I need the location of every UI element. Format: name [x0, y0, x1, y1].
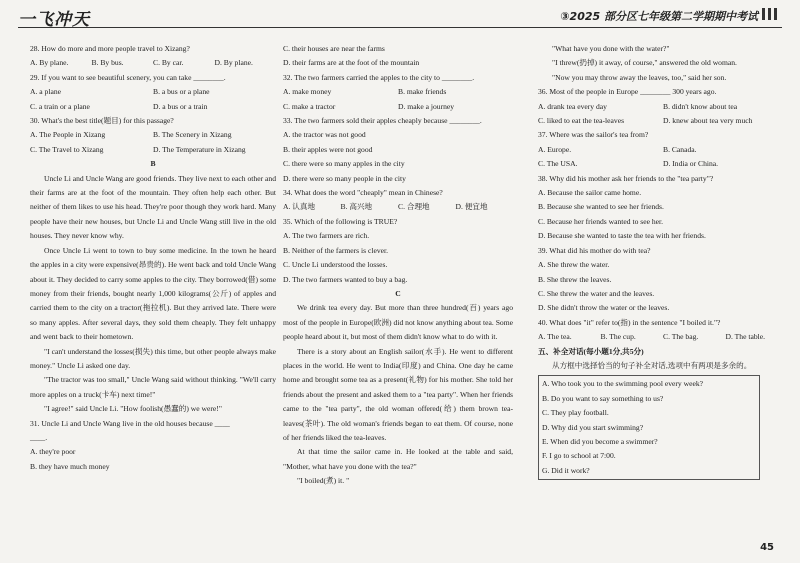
option: D. a bus or a train — [153, 101, 208, 111]
question-33: 33. The two farmers sold their apples cheaply because ________. — [283, 116, 482, 126]
option: C. Uncle Li understood the losses. — [283, 260, 388, 270]
option: C. By car. — [153, 58, 184, 68]
passage-b-para-4: "The tractor was too small," Uncle Wang said without thinking. "We'll carry more apples on a truck(卡车) next time!" — [30, 375, 276, 399]
option: C. their houses are near the farms — [283, 44, 385, 53]
options-40 — [538, 330, 788, 344]
passage-b-para-1: Uncle Li and Uncle Wang are good friends. They live next to each other and their farms are at the foot of the mountain. They often help each other. But neither of them likes to use his head. They're poor though they work hard. Many people have their new houses, but Uncle Li and Uncle Wang still live in the old houses. They never know why. — [30, 173, 276, 241]
column-1 — [30, 42, 276, 474]
dialog-line: "What have you done with the water?" — [552, 44, 670, 53]
option: B. The cup. — [600, 332, 636, 342]
option: B. Neither of the farmers is clever. — [283, 245, 389, 255]
option: B. didn't know about tea — [663, 101, 738, 111]
option: C. The bag. — [663, 332, 699, 342]
option: B. By bus. — [91, 58, 124, 68]
option: C. 合理地 — [398, 202, 430, 212]
question-30: 30. What's the best title(题目) for this passage? — [30, 116, 174, 126]
question-32: 32. The two farmers carried the apples to the city to ________. — [283, 72, 475, 82]
option: D. there were so many people in the city — [283, 173, 406, 183]
options-29a — [30, 85, 276, 99]
option: C. Because her friends wanted to see her. — [538, 216, 664, 226]
passage-c-para-3: At that time the sailor came in. He looked at the table and said, "Mother, what have you done with the tea?" — [283, 447, 513, 471]
option: C. a train or a plane — [30, 101, 90, 111]
question-37: 37. Where was the sailor's tea from? — [538, 130, 649, 140]
options-37b — [538, 157, 788, 171]
option: C. there were so many apples in the city — [283, 159, 405, 169]
question-38: 38. Why did his mother ask her friends to the "tea party"? — [538, 173, 714, 183]
passage-c-para-2: There is a story about an English sailor(水手). He went to different places in the world. He went to India(印度) and China. One day he came home and brought some tea as a present(礼物) for his mother. She told her friends about the present and asked them to a "tea party". When her friends came to the "tea party", the old woman offered(给) them brown tea-leaves(茶叶). The old woman's friends began to eat them. Of course, none of her friends liked the tea-leaves. — [283, 346, 513, 442]
section-b-heading: B — [150, 159, 156, 169]
option: B. 高兴地 — [340, 202, 373, 212]
question-28: 28. How do more and more people travel to Xizang? — [30, 44, 190, 53]
options-29b — [30, 100, 276, 114]
column-3 — [538, 42, 788, 480]
options-30a — [30, 128, 276, 142]
column-2 — [283, 42, 513, 489]
option: B. She threw the leaves. — [538, 274, 612, 284]
option: A. make money — [283, 87, 332, 97]
passage-b-para-5: "I agree!" said Uncle Li. "How foolish(愚蠢的) we were!" — [44, 404, 222, 414]
options-28 — [30, 56, 276, 70]
option: B. they have much money — [30, 461, 110, 471]
question-35: 35. Which of the following is TRUE? — [283, 216, 398, 226]
options-36a — [538, 100, 788, 114]
passage-c-para-4: "I boiled(煮) it. " — [297, 476, 350, 486]
option: B. Canada. — [663, 144, 697, 154]
box-option: F. I go to school at 7:00. — [542, 451, 616, 461]
option: B. Because she wanted to see her friends. — [538, 202, 664, 212]
option: C. She threw the water and the leaves. — [538, 288, 655, 298]
question-31-blank: ____. — [30, 432, 48, 442]
option: C. liked to eat the tea-leaves — [538, 116, 625, 126]
option: D. 便宜地 — [455, 202, 488, 212]
option: A. drank tea every day — [538, 101, 607, 111]
question-39: 39. What did his mother do with tea? — [538, 245, 651, 255]
option: D. The two farmers wanted to buy a bag. — [283, 274, 408, 284]
box-option: E. When did you become a swimmer? — [542, 436, 658, 446]
option: C. make a tractor — [283, 101, 336, 111]
option: A. the tractor was not good — [283, 130, 366, 140]
option: D. India or China. — [663, 159, 719, 169]
option: A. She threw the water. — [538, 260, 610, 270]
box-option: C. They play football. — [542, 408, 609, 418]
section-c-heading: C — [395, 288, 401, 298]
option: D. The table. — [725, 332, 766, 342]
option: D. Because she wanted to taste the tea with her friends. — [538, 231, 706, 241]
option: A. a plane — [30, 87, 61, 97]
option: B. The Scenery in Xizang — [153, 130, 232, 140]
section-5-instructions: 从方框中选择恰当的句子补全对话,选项中有两项是多余的。 — [552, 360, 752, 370]
option: D. knew about tea very much — [663, 116, 753, 126]
header-left-title: 一飞冲天 — [18, 10, 90, 30]
option: A. Europe. — [538, 144, 572, 154]
option: D. She didn't throw the water or the leaves. — [538, 303, 670, 313]
passage-c-para-1: We drink tea every day. But more than three hundred(百) years ago most of the people in Europe(欧洲) did not know anything about tea. Some people heard about it, but most of them didn't know what to do with it. — [283, 303, 513, 342]
box-option: G. Did it work? — [542, 465, 590, 475]
header-right-title: ③2025 部分区七年级第二学期期中考试 — [560, 10, 758, 23]
options-36b — [538, 114, 788, 128]
options-30b — [30, 143, 276, 157]
options-box — [538, 375, 760, 480]
question-31: 31. Uncle Li and Uncle Wang live in the old houses because ____ — [30, 418, 230, 428]
options-32b — [283, 100, 513, 114]
dialog-line: "Now you may throw away the leaves, too," said her son. — [552, 72, 727, 82]
option: D. make a journey — [398, 101, 455, 111]
option: A. Because the sailor came home. — [538, 188, 642, 198]
box-option: A. Who took you to the swimming pool every week? — [542, 379, 703, 389]
box-option: D. Why did you start swimming? — [542, 422, 644, 432]
option: C. The USA. — [538, 159, 578, 169]
header-rule — [18, 27, 782, 28]
header-decoration — [762, 8, 780, 20]
option: A. By plane. — [30, 58, 69, 68]
passage-b-para-3: "I can't understand the losses(损失) this time, but other people always make money." Uncle Li asked one day. — [30, 346, 276, 370]
question-36: 36. Most of the people in Europe ________ 300 years ago. — [538, 87, 717, 97]
option: D. By plane. — [214, 58, 253, 68]
option: A. 认真地 — [283, 202, 316, 212]
options-32a — [283, 85, 513, 99]
question-29: 29. If you want to see beautiful scenery, you can take ________. — [30, 72, 226, 82]
option: A. The two farmers are rich. — [283, 231, 370, 241]
option: B. a bus or a plane — [153, 87, 210, 97]
section-5-heading: 五、补全对话(每小题1分,共5分) — [538, 346, 644, 356]
options-37a — [538, 143, 788, 157]
option: A. The People in Xizang — [30, 130, 106, 140]
option: C. The Travel to Xizang — [30, 144, 104, 154]
page-number: 45 — [760, 542, 774, 553]
option: D. The Temperature in Xizang — [153, 144, 246, 154]
option: D. their farms are at the foot of the mountain — [283, 58, 420, 68]
dialog-line: "I threw(扔掉) it away, of course," answered the old woman. — [552, 58, 737, 68]
options-34 — [283, 200, 513, 214]
option: B. their apples were not good — [283, 144, 373, 154]
box-option: B. Do you want to say something to us? — [542, 393, 664, 403]
question-34: 34. What does the word "cheaply" mean in Chinese? — [283, 188, 443, 198]
option: B. make friends — [398, 87, 447, 97]
option: A. they're poor — [30, 447, 76, 457]
question-40: 40. What does "it" refer to(指) in the sentence "I boiled it."? — [538, 317, 721, 327]
option: A. The tea. — [538, 332, 572, 342]
passage-b-para-2: Once Uncle Li went to town to buy some medicine. In the town he heard the apples in a city were expensive(昂贵的). He went back and told Uncle Wang about it. They decided to carry some apples to the city. They borrowed(借) some money from their friends, bought nearly 1,000 kilograms(公斤) of apples and carried them to the city on a tractor(拖拉机). But they arrived late. There were so many apples. After several days, they sold them cheaply. They felt unhappy and went back to their hometown. — [30, 245, 276, 342]
